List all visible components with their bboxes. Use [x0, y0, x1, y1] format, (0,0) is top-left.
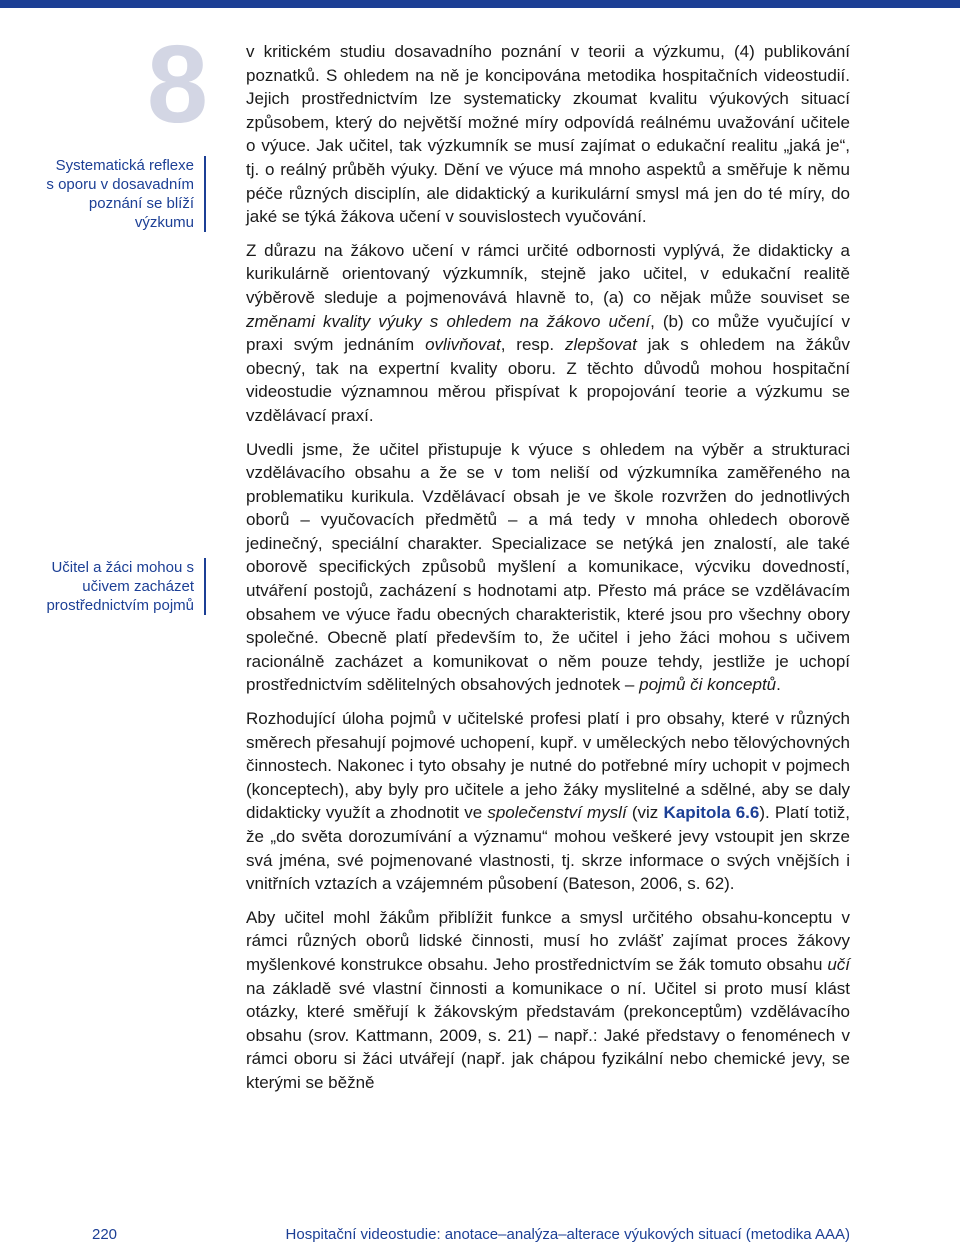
text-run: (viz: [626, 803, 664, 823]
chapter-link[interactable]: Kapitola 6.6: [663, 803, 760, 823]
emphasis: zlepšovat: [564, 335, 637, 355]
paragraph-1: v kritickém studiu dosavadního poznání v teorii a výzkumu, (4) publikování poznatků. S ohledem na ně je koncipována metodika hospitačních videostudií. Jejich prostřednictvím lze systematicky zkoumat kvalitu výukových situací způsobem, který do největší možné míry odpovídá reálnému uvažování učitele o výuce. Jak učitel, tak výzkumník se musí zajímat o edukační realitu „jaká je“, tj. o reálný průběh výuky. Dění ve výuce má mnoho aspektů a směřuje k němu péče různých disciplín, ale didaktický a kurikulární smysl má jen do té míry, do jaké se týká žákova učení v souvislostech vyučování.: [246, 42, 850, 227]
margin-note-research: Systematická reflexe s oporu v dosavadním poznání se blíží výzkumu: [44, 156, 206, 232]
text-run: na základě své vlastní činnosti a komunikace o ní. Učitel si proto musí klást otázky, které směřují k žákovským představám (prekonceptům) vzdělávacího obsahu (srov. Kattmann, 2009, s. 21) – např.: Jaké představy o fenoménech v rámci oboru si žáci utvářejí (např. jak chápou fyzikální nebo chemické jevy, se kterými se běžně: [246, 978, 850, 1092]
chapter-number: 8: [146, 23, 208, 146]
text-run: Rozhodující úloha pojmů v učitelské profesi platí i pro obsahy, které v různých směrech přesahují pojmové uchopení, kupř. v uměleckých nebo tělovýchovných činnostech. Nakonec i tyto obsahy je nutné do potřebné míry uchopit v pojmech (konceptech), aby byly pro učitele a jeho žáky myslitelné a sdělné, aby se daly didakticky využít a zhodnotit ve: [246, 709, 850, 823]
running-footer-title: Hospitační videostudie: anotace–analýza–alterace výukových situací (metodika AAA): [285, 1226, 850, 1243]
paragraph-5: [246, 906, 850, 1095]
emphasis: společenství myslí: [487, 803, 627, 823]
text-run: , (b) co může vyučující v praxi svým jednáním: [246, 311, 850, 355]
top-color-bar: [0, 0, 960, 8]
page-number: 220: [92, 1226, 118, 1243]
emphasis: změnami kvality výuky s ohledem na žákovo učení: [246, 311, 651, 331]
emphasis: pojmů či konceptů: [639, 675, 777, 695]
emphasis: učí: [827, 954, 850, 974]
margin-note-concepts: Učitel a žáci mohou s učivem zacházet prostřednictvím pojmů: [44, 558, 206, 615]
text-run: Uvedli jsme, že učitel přistupuje k výuce s ohledem na výběr a strukturaci vzdělávacího obsahu a že se v tom neliší od výzkumníka zaměřeného na problematiku kurikula. Vzdělávací obsah je ve škole rozvržen do jednotlivých oborů – vyučovacích předmětů – a má tedy v mnoha ohledech oborově jedinečný, speciální charakter. Specializace se netýká jen znalostí, ale také oborově specifických způsobů myšlení a komunikace, výcviku dovedností, utváření postojů, zacházení s hodnotami atp. Přesto má práce se vzdělávacím obsahem ve výuce řadu obecných charakteristik, které jsou pro všechny obory společné. Obecně platí především to, že učitel i jeho žáci mohou s učivem racionálně zacházet a komunikovat o něm pouze tehdy, jestliže je uchopí prostřednictvím sdělitelných obsahových jednotek –: [246, 439, 850, 695]
paragraph-4: [246, 707, 850, 896]
paragraph-2: [246, 239, 850, 428]
text-run: .: [776, 675, 781, 695]
text-run: jak s ohledem na žákův obecný, tak na expertní kvality oboru. Z těchto důvodů mohou hospitační videostudie významnou měrou přispívat k propojování teorie a výzkumu se vzdělávací praxí.: [246, 335, 850, 425]
text-run: , resp.: [500, 335, 565, 355]
emphasis: ovlivňovat: [425, 335, 501, 355]
paragraph-3: [246, 438, 850, 698]
text-run: Aby učitel mohl žákům přiblížit funkce a smysl určitého obsahu-konceptu v rámci různých oborů lidské činnosti, musí ho zvlášť zajímat proces žákovy myšlenkové konstrukce obsahu. Jeho prostřednictvím se žák tomuto obsahu: [246, 907, 850, 974]
text-run: ). Platí totiž, že „do světa dorozumívání a významu“ mohou veškeré jevy vstoupit jen skrze svá jména, své pojmenované vlastnosti, tj. skrze informace o svých vnějších i vnitřních vztazích a vzájemném působení (Bateson, 2006, s. 62).: [246, 803, 850, 894]
text-run: Z důrazu na žákovo učení v rámci určité odbornosti vyplývá, že didakticky a kurikulárně orientovaný výzkumník, stejně jako učitel, v edukační realitě výběrově sleduje a pojmenovává hlavně to, (a) co nějak může souviset se: [246, 240, 850, 307]
main-text: [246, 40, 850, 1105]
